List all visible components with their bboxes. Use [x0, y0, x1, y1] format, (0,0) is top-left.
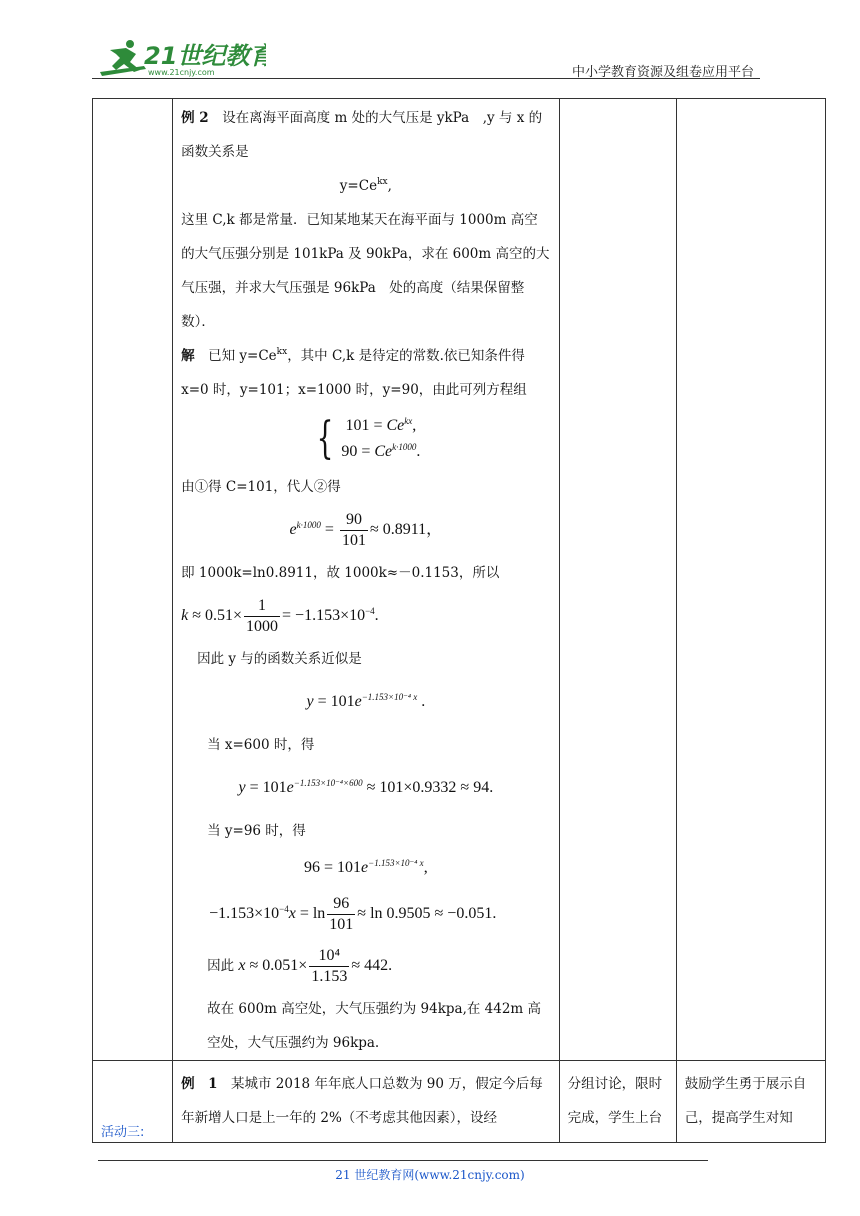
k-num: 1 [244, 596, 280, 617]
formula-x600: $y = 101e^{-1.153\times 10^{-4}\times 600} \approx 101\times 0.9332 \approx 94$. [238, 778, 494, 796]
content-cell [173, 99, 560, 1061]
f1-den: 101 [341, 531, 366, 549]
example-label: 例 1 [181, 1076, 218, 1092]
table-row [93, 1061, 826, 1143]
step-2: 即 1000k=ln0.8911，故 1000k≈－0.1153，所以 [181, 565, 500, 581]
example-text: 某城市 2018 年年底人口总数为 90 万，假定今后每年新增人口是上一年的 2%（不考虑其他因素），设经 [181, 1076, 543, 1126]
res-a: 因此 [207, 958, 239, 974]
k-den: 1000 [246, 617, 279, 635]
formula-tail: , [387, 178, 392, 194]
fn-a: = 101 [313, 693, 355, 710]
res-den: 1.153 [311, 967, 348, 985]
method-text: 分组讨论，限时完成，学生上台 [567, 1076, 663, 1126]
ln-a: −1.153×10 [209, 905, 280, 922]
formula-ln: $-1.153\times 10^{-4}x = \ln$ $\frac{96}{101}$ ≈ ln 0.9505 ≈ −0.051. [209, 894, 497, 933]
step-4: 当 x=600 时，得 [207, 737, 315, 753]
activity-cell [93, 1061, 173, 1143]
logo-text: 21世纪教育 [144, 42, 266, 70]
method-cell [559, 1061, 676, 1143]
eq1-tail: , [412, 417, 417, 434]
ln-c: ≈ ln 0.9505 ≈ −0.051. [357, 905, 497, 922]
x600-exp: −1.153×10⁻⁴×600 [293, 778, 363, 788]
activity-cell [93, 99, 173, 1061]
platform-name: 中小学教育资源及组卷应用平台 [572, 65, 755, 80]
footer-text[interactable]: 21 世纪教育网(www.21cnjy.com) [335, 1168, 525, 1182]
x600-b: ≈ 101×0.9332 ≈ 94. [362, 779, 494, 796]
content-cell [173, 1061, 560, 1143]
x600-a: = 101 [245, 779, 287, 796]
eq2-exp: k·1000 [392, 442, 417, 452]
ln-den: 101 [329, 915, 354, 933]
y96-a: 96 = 101 [304, 859, 362, 876]
ln-exp: −4 [279, 904, 289, 914]
f1-num: 90 [340, 510, 368, 531]
step-5: 当 y=96 时，得 [207, 823, 306, 839]
formula-exp: kx [377, 177, 388, 187]
solution-exp: kx [276, 347, 288, 357]
eq1-lhs: 101 = [345, 417, 387, 434]
k-a: ≈ 0.51× [192, 607, 243, 624]
res-num: 10⁴ [309, 946, 349, 967]
example-text: 设在离海平面高度 m 处的大气压是 ykPa ,y 与 x 的函数关系是 [181, 110, 543, 160]
k-b: = −1.153×10 [282, 607, 366, 624]
solution-label: 解 [181, 348, 195, 364]
formula-function: $y = 101e^{-1.153\times 10^{-4} x}$ . [306, 692, 426, 710]
equation-system: { $101 = Ce^{kx}$, $90 = Ce^{k\cdot 1000}$. [316, 413, 421, 464]
res-b: ≈ 0.051× [245, 957, 308, 974]
formula-result: 因此 x ≈ 0.051× $\frac{\text{10⁴}}{1.153}$ ≈ 442. [207, 946, 393, 985]
eq2-tail: . [416, 443, 421, 460]
fn-exp: −1.153×10⁻⁴ x [361, 692, 418, 702]
formula-y96: $96 = 101e^{-1.153\times 10^{-4} x}$, [304, 858, 428, 876]
res-c: ≈ 442. [351, 957, 393, 974]
y96-tail: , [423, 859, 428, 876]
ln-b: = ln [295, 905, 326, 922]
step-1: 由①得 C=101，代人②得 [181, 479, 341, 495]
solution-text-a: 已知 y=Ce [194, 348, 277, 364]
intent-cell [676, 99, 825, 1061]
formula-e-ratio: $e^{k\cdot 1000}$ = $\frac{90}{101}$ ≈ 0.8911， [289, 510, 443, 549]
y96-exp: −1.153×10⁻⁴ x [368, 858, 424, 868]
k-exp: −4 [365, 606, 375, 616]
logo-url: www.21cnjy.com [148, 68, 215, 77]
table-row [93, 99, 826, 1061]
example-label: 例 2 [181, 110, 209, 126]
formula-k: k ≈ 0.51× $\frac{1}{1000}$ = $-1.153\times 10^{-4}$. [181, 596, 379, 635]
method-cell [559, 99, 676, 1061]
fn-tail: . [421, 693, 426, 710]
formula-base: y=Ce [339, 178, 378, 194]
eq2-lhs: 90 = [341, 443, 375, 460]
problem-text: 这里 C,k 都是常量．已知某地某天在海平面与 1000m 高空的大气压强分别是 101kPa 及 90kPa，求在 600m 高空的大气压强，并求大气压强是 96kPa 处的高度（结果保留整数）． [181, 212, 550, 330]
k-tail: . [374, 607, 379, 624]
footer-rule [98, 1160, 708, 1161]
intent-cell [676, 1061, 825, 1143]
site-logo [96, 36, 266, 78]
conclusion: 故在 600m 高空处，大气压强约为 94kpa,在 442m 高空处，大气压强约为 96kpa. [207, 1001, 542, 1051]
step-3: 因此 y 与的函数关系近似是 [197, 651, 362, 667]
eq1-exp: kx [404, 416, 413, 426]
lesson-table [92, 98, 826, 1143]
activity-label: 活动三: [101, 1125, 145, 1140]
solution-text-b: ，其中 C,k 是待定的常数.依已知条件得 x=0 时，y=101；x=1000 时，y=90，由此可列方程组 [181, 348, 527, 398]
ln-num: 96 [327, 894, 355, 915]
f1-tail: ≈ 0.8911， [369, 521, 443, 538]
intent-text: 鼓励学生勇于展示自己，提高学生对知 [684, 1076, 807, 1126]
header-rule [92, 78, 760, 79]
f1-exp: k·1000 [296, 520, 321, 530]
